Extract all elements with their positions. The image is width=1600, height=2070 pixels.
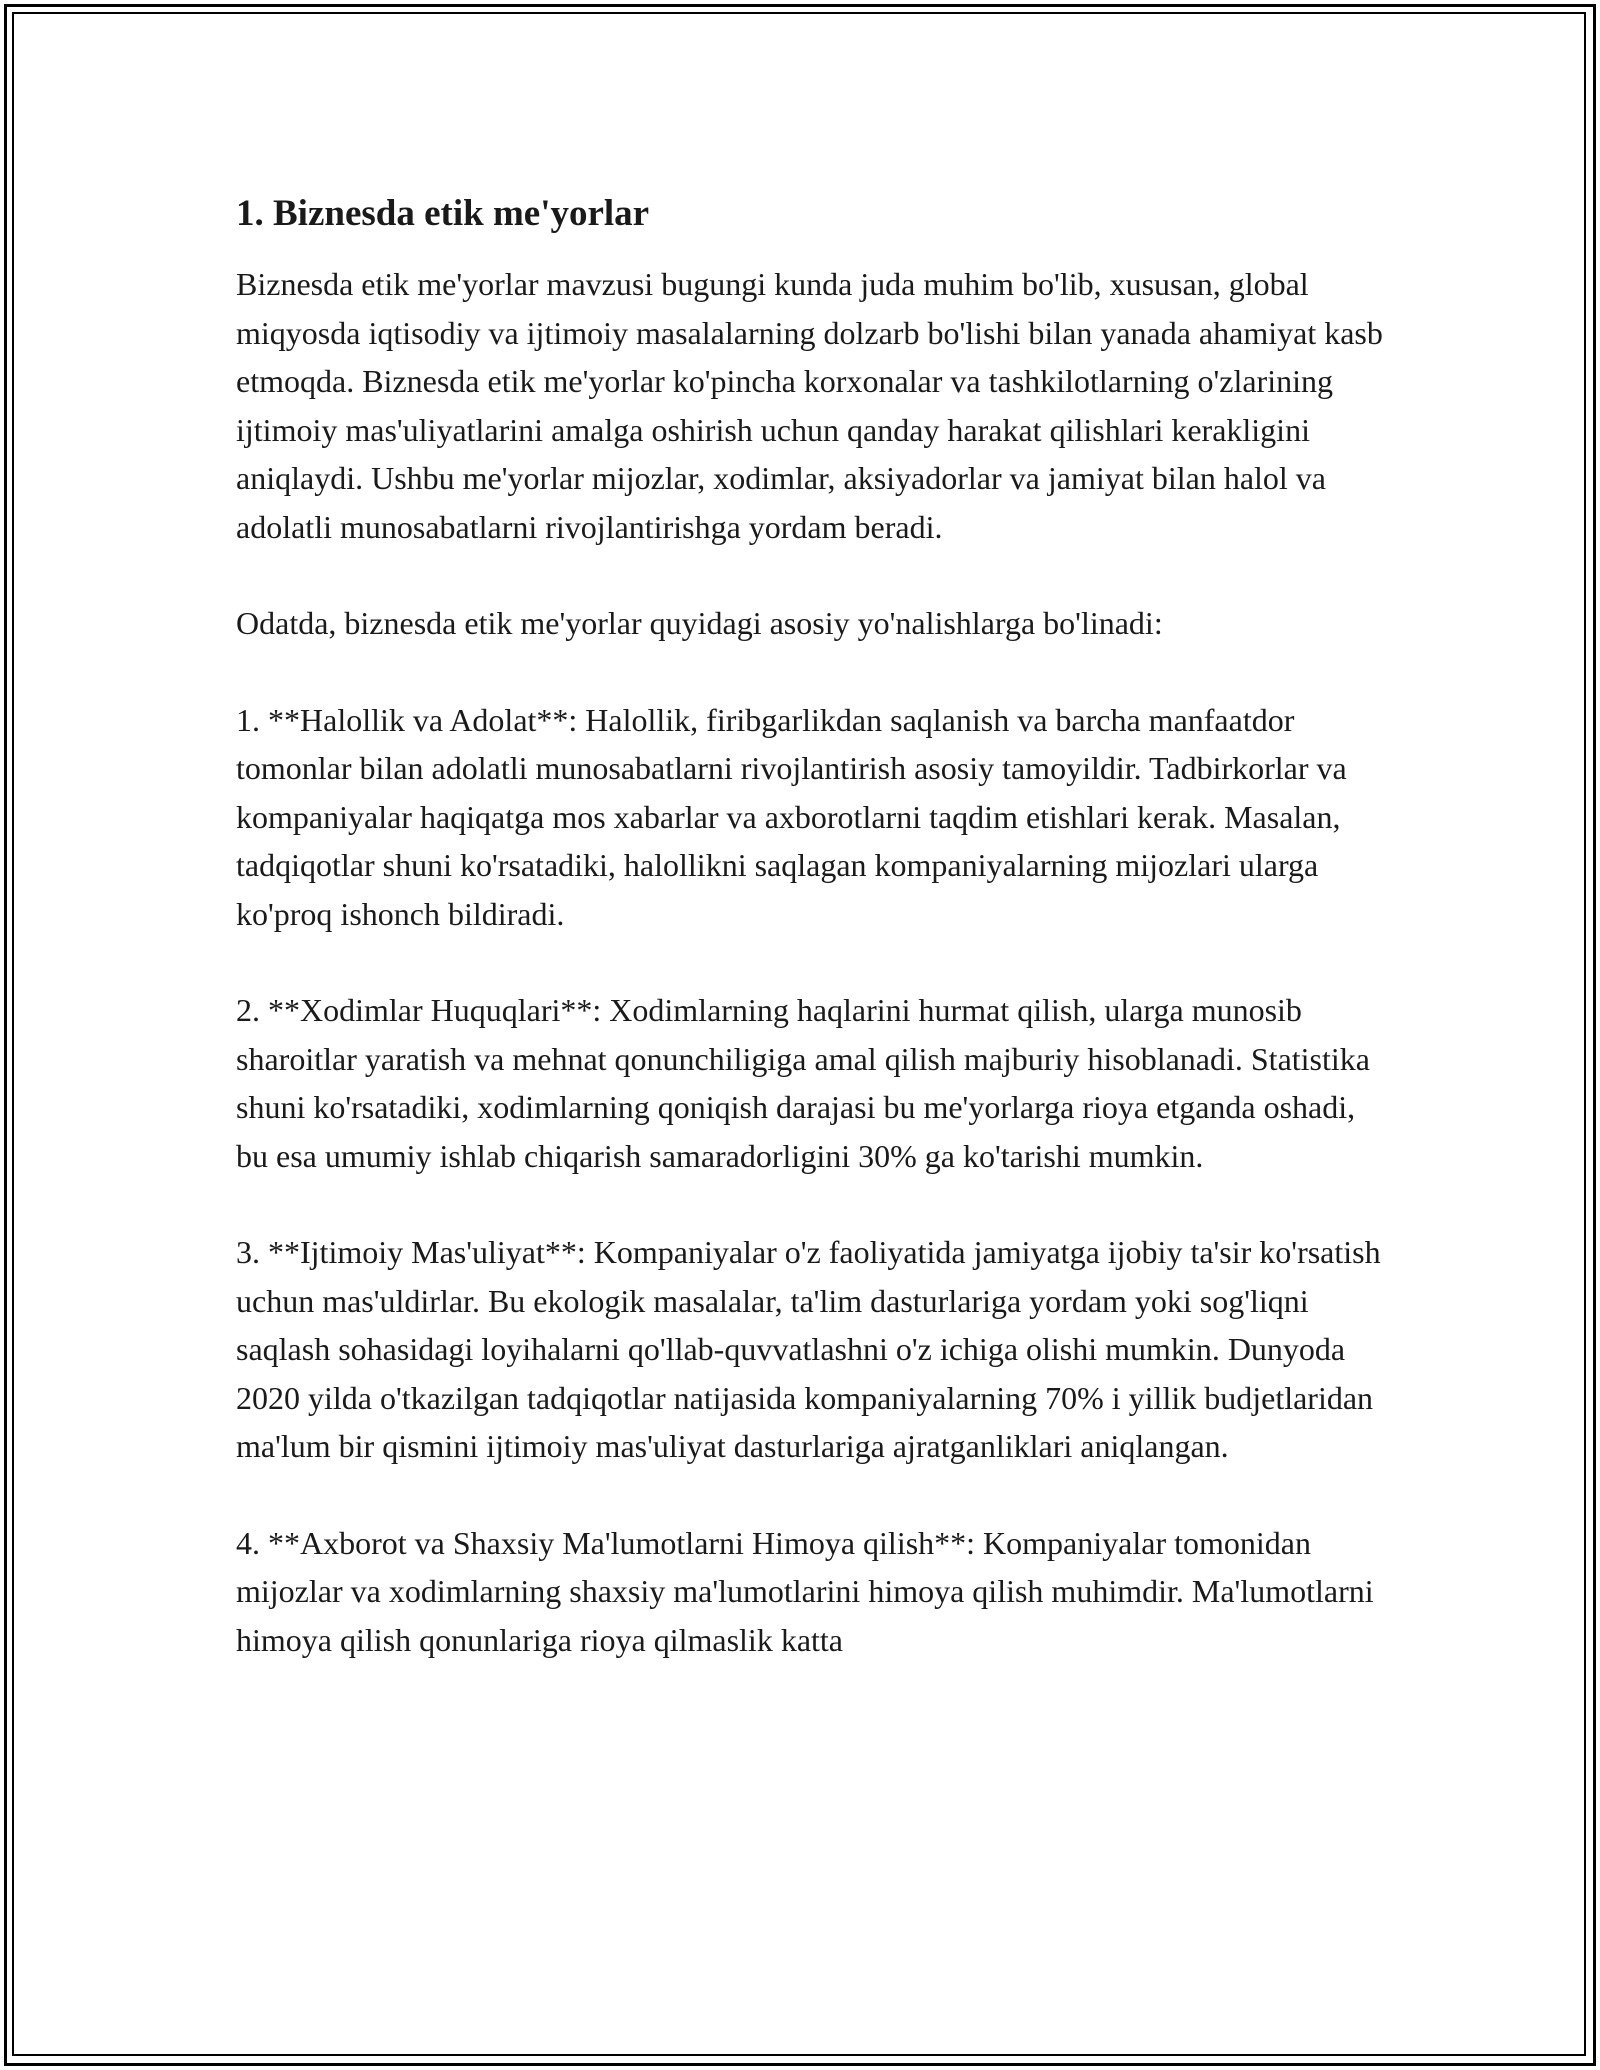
paragraph-item-3: 3. **Ijtimoiy Mas'uliyat**: Kompaniyalar o'z faoliyatida jamiyatga ijobiy ta'sir ko'rsatish uchun mas'uldirlar. Bu ekologik masalalar, ta'lim dasturlariga yordam yoki sog'liqni saqlash sohasidagi loyihalarni qo'llab-quvvatlashni o'z ichiga olishi mumkin. Dunyoda 2020 yilda o'tkazilgan tadqiqotlar natijasida kompaniyalarning 70% i yillik budjetlaridan ma'lum bir qismini ijtimoiy mas'uliyat dasturlariga ajratganliklari aniqlangan. [236,1234,1381,1464]
paragraph-item-2: 2. **Xodimlar Huquqlari**: Xodimlarning haqlarini hurmat qilish, ularga munosib sharoitlar yaratish va mehnat qonunchiligiga amal qilish majburiy hisoblanadi. Statistika shuni ko'rsatadiki, xodimlarning qoniqish darajasi bu me'yorlarga rioya etganda oshadi, bu esa umumiy ishlab chiqarish samaradorligini 30% ga ko'tarishi mumkin. [236,992,1370,1174]
document-title: 1. Biznesda etik me'yorlar [236,193,650,234]
paragraph-intro: Biznesda etik me'yorlar mavzusi bugungi kunda juda muhim bo'lib, xususan, global miqyosda iqtisodiy va ijtimoiy masalalarning dolzarb bo'lishi bilan yanada ahamiyat kasb etmoqda. Biznesda etik me'yorlar ko'pincha korxonalar va tashkilotlarning o'zlarining ijtimoiy mas'uliyatlarini amalga oshirish uchun qanday harakat qilishlari kerakligini aniqlaydi. Ushbu me'yorlar mijozlar, xodimlar, aksiyadorlar va jamiyat bilan halol va adolatli munosabatlarni rivojlantirishga yordam beradi. [236,266,1383,545]
paragraph-item-1: 1. **Halollik va Adolat**: Halollik, firibgarlikdan saqlanish va barcha manfaatdor tomonlar bilan adolatli munosabatlarni rivojlantirish asosiy tamoyildir. Tadbirkorlar va kompaniyalar haqiqatga mos xabarlar va axborotlarni taqdim etishlari kerak. Masalan, tadqiqotlar shuni ko'rsatadiki, halollikni saqlagan kompaniyalarning mijozlari ularga ko'proq ishonch bildiradi. [236,701,1347,932]
paragraph-overview: Odatda, biznesda etik me'yorlar quyidagi asosiy yo'nalishlarga bo'linadi: [236,605,1163,641]
paragraph-item-4: 4. **Axborot va Shaxsiy Ma'lumotlarni Himoya qilish**: Kompaniyalar tomonidan mijozlar va xodimlarning shaxsiy ma'lumotlarini himoya qilish muhimdir. Ma'lumotlarni himoya qilish qonunlariga rioya qilmaslik katta [236,1524,1374,1658]
document-body [236,188,1386,1712]
